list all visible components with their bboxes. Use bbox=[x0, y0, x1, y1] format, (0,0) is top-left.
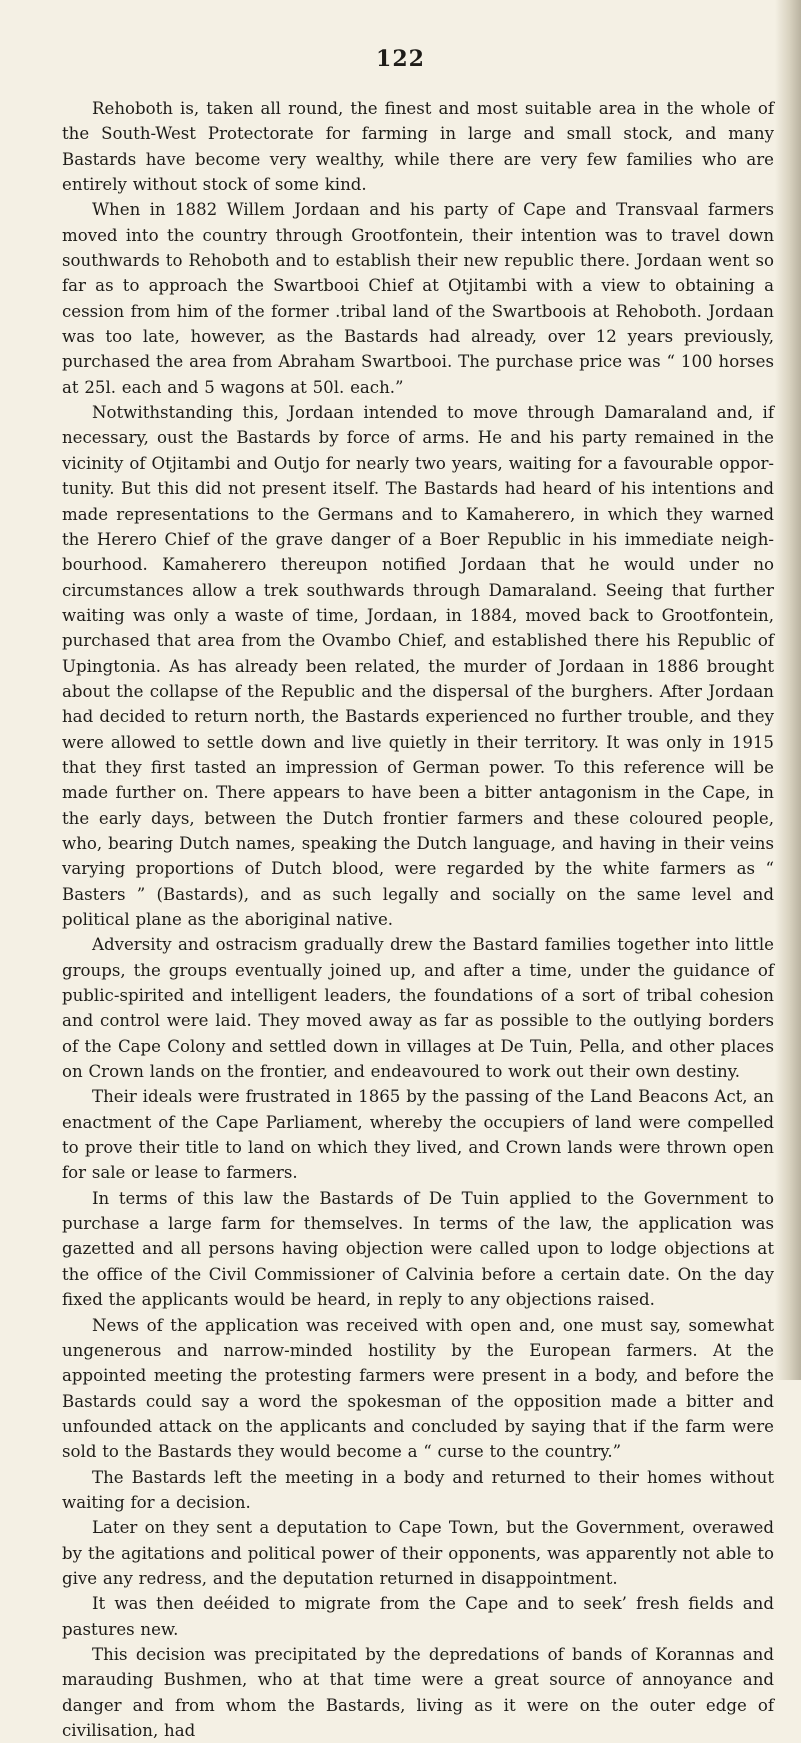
paragraph-7: News of the application was received with open and, one must say, somewhat ungenerous and narrow-minded hostility by the European farmers. At the appointed meeting the protesting farmers were present in a body, and before the Bastards could say a word the spokesman of the opposition made a bitter and unfounded attack on the applicants and concluded by saying that if the farm were sold to the Bastards they would become a “ curse to the country.” bbox=[62, 1315, 774, 1462]
paragraph-6: In terms of this law the Bastards of De Tuin applied to the Government to purchase a large farm for themselves. In terms of the law, the application was gazetted and all persons having objection were called upon to lodge objections at the office of the Civil Commissioner of Calvinia before a certain date. On the day fixed the applicants would be heard, in reply to any objections raised. bbox=[62, 1188, 774, 1310]
paragraph-1: Rehoboth is, taken all round, the finest and most suitable area in the whole of the South-West Protectorate for farming in large and small stock, and many Bastards have become very wealthy, while there are very few families who are entirely without stock of some kind. bbox=[62, 99, 774, 195]
paragraph-8: The Bastards left the meeting in a body and returned to their homes without waiting for a decision. bbox=[62, 1467, 774, 1512]
page-edge-shadow bbox=[775, 0, 801, 1380]
paragraph-5: Their ideals were frustrated in 1865 by the passing of the Land Beacons Act, an enactment of the Cape Parliament, whereby the occupiers of land were compelled to prove their title to land on which they lived, and Crown lands were thrown open for sale or lease to farmers. bbox=[62, 1087, 774, 1183]
paragraph-9: Later on they sent a deputation to Cape Town, but the Government, overawed by the agitations and political power of their opponents, was apparently not able to give any redress, and the deputation returned in disappointment. bbox=[62, 1518, 774, 1588]
paragraph-3: Notwithstanding this, Jordaan intended to move through Damaraland and, if necessary, oust the Bastards by force of arms. He and his party remained in the vicinity of Otjitambi and Outjo for nearly two years, waiting for a favourable oppor-tunity. But this did not present itself. The Bastards had heard of his intentions and made representations to the Germans and to Kamaherero, in which they warned the Herero Chief of the grave danger of a Boer Republic in his immediate neigh-bourhood. Kamaherero thereupon notified Jordaan that he would under no circumstances allow a trek southwards through Damaraland. Seeing that further waiting was only a waste of time, Jordaan, in 1884, moved back to Grootfontein, purchased that area from the Ovambo Chief, and established there his Republic of Upingtonia. As has already been related, the murder of Jordaan in 1886 brought about the collapse of the Republic and the dispersal of the burghers. After Jordaan had decided to return north, the Bastards experienced no further trouble, and they were allowed to settle down and live quietly in their territory. It was only in 1915 that they first tasted an impression of German power. To this reference will be made further on. There appears to have been a bitter antagonism in the Cape, in the early days, between the Dutch frontier farmers and these coloured people, who, bearing Dutch names, speaking the Dutch language, and having in their veins varying proportions of Dutch blood, were regarded by the white farmers as “ Basters ” (Bastards), and as such legally and socially on the same level and political plane as the aboriginal native. bbox=[62, 403, 774, 929]
paragraph-10: It was then deéided to migrate from the Cape and to seek’ fresh fields and pastures new. bbox=[62, 1594, 774, 1639]
paragraph-11: This decision was precipitated by the depredations of bands of Korannas and marauding Bushmen, who at that time were a great source of annoyance and danger and from whom the Bastards, living as it were on the outer edge of civilisation, had bbox=[62, 1644, 774, 1740]
page-number: 122 bbox=[376, 46, 425, 72]
body-text bbox=[62, 96, 774, 1743]
paragraph-2: When in 1882 Willem Jordaan and his party of Cape and Transvaal farmers moved into the country through Grootfontein, their intention was to travel down southwards to Rehoboth and to establish their new republic there. Jordaan went so far as to approach the Swartbooi Chief at Otjitambi with a view to obtaining a cession from him of the former .tribal land of the Swartboois at Rehoboth. Jordaan was too late, however, as the Bastards had already, over 12 years previously, purchased the area from Abraham Swartbooi. The purchase price was “ 100 horses at 25l. each and 5 wagons at 50l. each.” bbox=[62, 200, 774, 397]
paragraph-4: Adversity and ostracism gradually drew the Bastard families together into little groups, the groups eventually joined up, and after a time, under the guidance of public-spirited and intelligent leaders, the foundations of a sort of tribal cohesion and control were laid. They moved away as far as possible to the outlying borders of the Cape Colony and settled down in villages at De Tuin, Pella, and other places on Crown lands on the frontier, and endeavoured to work out their own destiny. bbox=[62, 935, 774, 1082]
